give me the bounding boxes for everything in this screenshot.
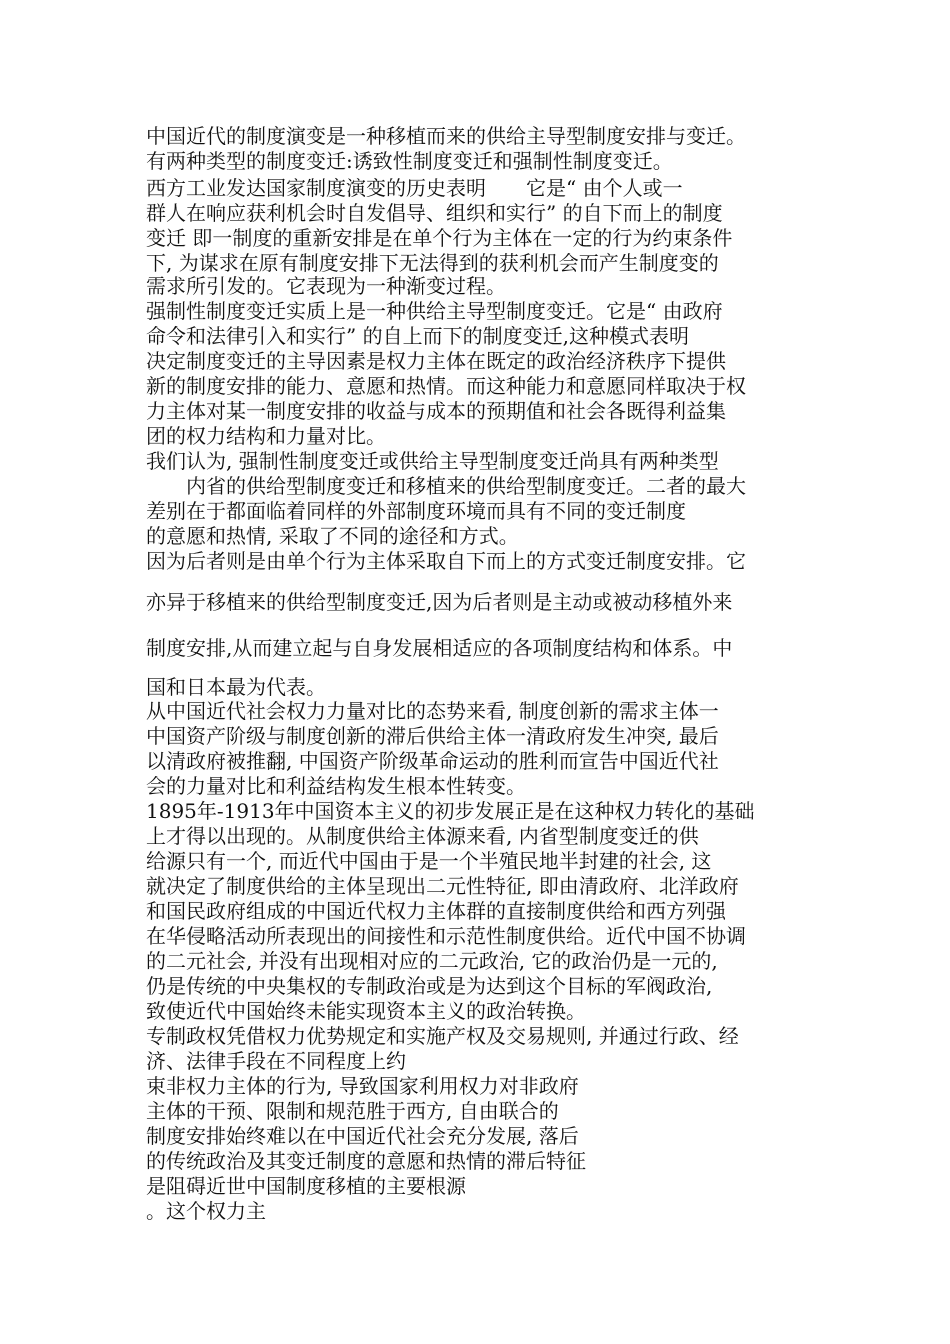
text-line: 因为后者则是由单个行为主体采取自下而上的方式变迁制度安排。它 [146, 549, 746, 573]
text-line: 力主体对某一制度安排的收益与成本的预期值和社会各既得利益集 [146, 399, 726, 423]
text-line: 束非权力主体的行为, 导致国家利用权力对非政府 [146, 1074, 579, 1098]
text-line: 会的力量对比和利益结构发生根本性转变。 [146, 774, 526, 798]
text-line: 仍是传统的中央集权的专制政治或是为达到这个目标的军阀政治, [146, 974, 713, 998]
text-line: 专制政权凭借权力优势规定和实施产权及交易规则, 并通过行政、经 [146, 1024, 739, 1048]
text-line: 决定制度变迁的主导因素是权力主体在既定的政治经济秩序下提供 [146, 349, 726, 373]
text-line: 内省的供给型制度变迁和移植来的供给型制度变迁。二者的最大 [146, 474, 746, 498]
text-line: 从中国近代社会权力力量对比的态势来看, 制度创新的需求主体一 [146, 699, 719, 723]
text-line: 给源只有一个, 而近代中国由于是一个半殖民地半封建的社会, 这 [146, 849, 712, 873]
text-line: 的意愿和热情, 采取了不同的途径和方式。 [146, 524, 519, 548]
text-line: 差别在于都面临着同样的外部制度环境而具有不同的变迁制度 [146, 499, 686, 523]
text-line: 以清政府被推翻, 中国资产阶级革命运动的胜利而宣告中国近代社 [146, 749, 719, 773]
text-line: 的传统政治及其变迁制度的意愿和热情的滞后特征 [146, 1149, 586, 1173]
text-line: 和国民政府组成的中国近代权力主体群的直接制度供给和西方列强 [146, 899, 726, 923]
text-line: 制度安排始终难以在中国近代社会充分发展, 落后 [146, 1124, 579, 1148]
text-line: 中国近代的制度演变是一种移植而来的供给主导型制度安排与变迁。 [146, 124, 746, 148]
text-line: 变迁 即一制度的重新安排是在单个行为主体在一定的行为约束条件 [146, 226, 733, 250]
text-line: 的二元社会, 并没有出现相对应的二元政治, 它的政治仍是一元的, [146, 949, 718, 973]
text-line: 1895年-1913年中国资本主义的初步发展正是在这种权力转化的基础 [146, 799, 755, 823]
text-line: 新的制度安排的能力、意愿和热情。而这种能力和意愿同样取决于权 [146, 374, 746, 398]
text-line: 亦异于移植来的供给型制度变迁,因为后者则是主动或被动移植外来 [146, 590, 733, 614]
text-line: 强制性制度变迁实质上是一种供给主导型制度变迁。它是“ 由政府 [146, 299, 723, 323]
text-line: 团的权力结构和力量对比。 [146, 424, 386, 448]
text-line: 主体的干预、限制和规范胜于西方, 自由联合的 [146, 1099, 559, 1123]
text-line: 济、法律手段在不同程度上约 [146, 1049, 406, 1073]
text-line: 下, 为谋求在原有制度安排下无法得到的获利机会而产生制度变的 [146, 251, 719, 275]
text-line: 在华侵略活动所表现出的间接性和示范性制度供给。近代中国不协调 [146, 924, 746, 948]
text-line: 西方工业发达国家制度演变的历史表明 它是“ 由个人或一 [146, 176, 683, 200]
text-line: 中国资产阶级与制度创新的滞后供给主体一清政府发生冲突, 最后 [146, 724, 719, 748]
text-line: 命令和法律引入和实行” 的自上而下的制度变迁,这种模式表明 [146, 324, 689, 348]
text-line: 我们认为, 强制性制度变迁或供给主导型制度变迁尚具有两种类型 [146, 449, 719, 473]
text-line: 有两种类型的制度变迁:诱致性制度变迁和强制性制度变迁。 [146, 149, 673, 173]
text-line: 就决定了制度供给的主体呈现出二元性特征, 即由清政府、北洋政府 [146, 874, 739, 898]
text-line: 上才得以出现的。从制度供给主体源来看, 内省型制度变迁的供 [146, 824, 699, 848]
text-line: 需求所引发的。它表现为一种渐变过程。 [146, 274, 506, 298]
text-line: 国和日本最为代表。 [146, 675, 326, 699]
text-line: 制度安排,从而建立起与自身发展相适应的各项制度结构和体系。中 [146, 636, 733, 660]
text-line: 是阻碍近世中国制度移植的主要根源 [146, 1174, 466, 1198]
text-line: 。这个权力主 [146, 1199, 266, 1223]
text-line: 群人在响应获利机会时自发倡导、组织和实行” 的自下而上的制度 [146, 201, 723, 225]
text-line: 致使近代中国始终未能实现资本主义的政治转换。 [146, 999, 586, 1023]
